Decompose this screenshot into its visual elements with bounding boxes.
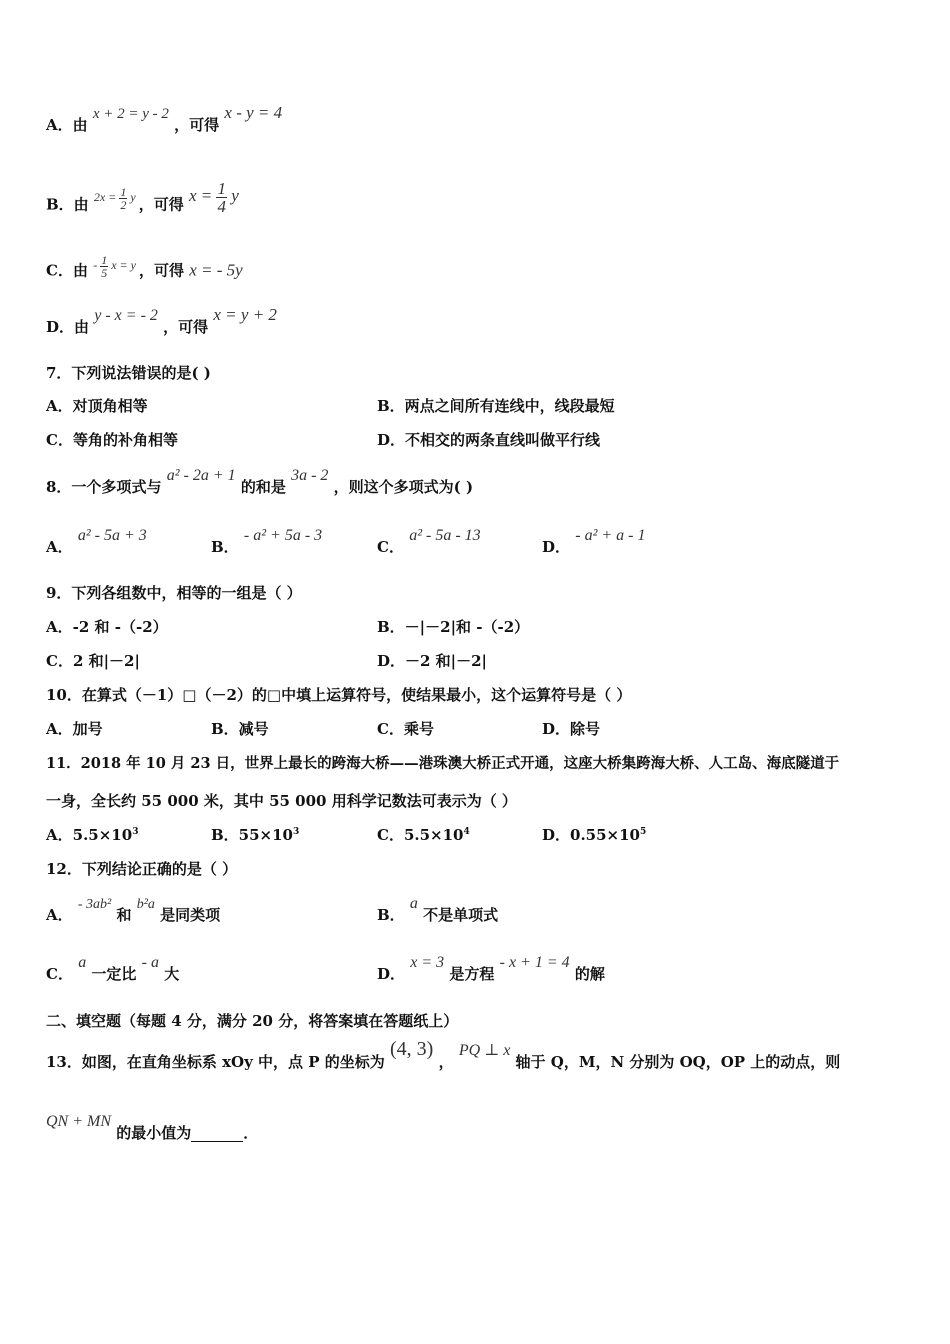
q6-d-label: D．由: [46, 318, 90, 336]
q6-b-pre: 2x =: [93, 190, 117, 205]
q11-option-c: [377, 828, 470, 843]
q13-end: ．: [243, 1124, 259, 1142]
q13-coord: (4, 3): [390, 1038, 434, 1060]
q8-pre: 8．一个多项式与: [46, 478, 162, 496]
q6-d-mid: ，可得: [163, 318, 209, 336]
q10-stem: 10．在算式（－1）□（－2）的□中填上运算符号，使结果最小，这个运算符号是（ ）: [46, 686, 632, 704]
q8-d-label: D．: [542, 538, 571, 556]
q6-c-post: x = y: [111, 258, 136, 273]
q13-line2: [46, 1113, 259, 1142]
q7-option-d: D．不相交的两条直线叫做平行线: [377, 431, 601, 449]
q12-c-expr1: a: [78, 954, 87, 971]
q12-d-expr2: - x + 1 = 4: [499, 954, 570, 971]
q11-option-a: [46, 828, 138, 843]
q13-comma: ，: [438, 1053, 454, 1071]
q12-d-tail: 的解: [574, 965, 605, 983]
q13-tail: 的最小值为: [116, 1124, 192, 1142]
q13-pre: 13．如图，在直角坐标系 xOy 中，点 P 的坐标为: [46, 1053, 385, 1071]
q8-option-c: [377, 527, 481, 556]
q10-option-b: B．减号: [211, 720, 269, 738]
q11-a-text: A．5.5×10: [46, 826, 133, 844]
q13-expr: QN + MN: [46, 1113, 112, 1130]
q13-line1: [46, 1038, 841, 1071]
q8-d-expr: - a² + a - 1: [575, 527, 646, 544]
q6-a-expr2: x - y = 4: [224, 103, 283, 122]
q8-c-label: C．: [377, 538, 404, 556]
q12-d-label: D．: [377, 965, 406, 983]
q8-option-a: [46, 527, 147, 556]
section-heading: 二、填空题（每题 4 分，满分 20 分，将答案填在答题纸上）: [46, 1012, 459, 1030]
q6-b-post: y: [130, 190, 136, 205]
q8-stem: [46, 467, 474, 496]
q6-option-a: [46, 103, 283, 134]
q11-d-text: D．0.55×10: [542, 826, 640, 844]
q10-option-a: A．加号: [46, 720, 103, 738]
q6-b-den2: 4: [217, 197, 226, 216]
q6-b-num: 1: [120, 185, 127, 200]
q11-b-exp: 3: [293, 827, 300, 837]
q12-a-label: A．: [46, 906, 73, 924]
q10-option-d: D．除号: [542, 720, 601, 738]
q12-d-expr1: x = 3: [410, 954, 445, 971]
q6-c-den: 5: [101, 266, 108, 280]
q12-option-c: [46, 954, 180, 983]
q9-stem: 9．下列各组数中，相等的一组是（ ）: [46, 584, 302, 602]
q8-c-expr: a² - 5a - 13: [409, 527, 481, 544]
q6-b-post2: y: [231, 186, 239, 206]
q6-d-expr1: y - x = - 2: [94, 307, 158, 324]
q8-a-expr: a² - 5a + 3: [77, 527, 147, 544]
q6-c-num: 1: [101, 253, 108, 267]
q11-line2: 一身，全长约 55 000 米，其中 55 000 用科学记数法可表示为（ ）: [46, 792, 517, 810]
q6-option-d: [46, 305, 277, 336]
q6-c-label: C．由: [46, 261, 88, 280]
q6-b-label: B．由: [46, 195, 89, 214]
q8-mid: 的和是: [240, 478, 286, 496]
q7-option-a: A．对顶角相等: [46, 397, 148, 415]
q10-option-c: C．乘号: [377, 720, 434, 738]
q12-option-a: [46, 897, 221, 924]
q6-option-c: [46, 253, 243, 285]
q8-option-d: [542, 527, 646, 556]
q6-b-den: 2: [120, 198, 127, 213]
q13-perp: PQ ⊥ x: [458, 1042, 511, 1059]
q12-c-mid: 一定比: [91, 965, 137, 983]
q12-stem: 12．下列结论正确的是（ ）: [46, 860, 238, 878]
q12-option-d: [377, 954, 605, 983]
q7-option-c: C．等角的补角相等: [46, 431, 178, 449]
q12-c-label: C．: [46, 965, 73, 983]
q6-a-mid: ，可得: [174, 116, 220, 134]
q12-d-mid: 是方程: [449, 965, 495, 983]
q11-line1: 11．2018 年 10 月 23 日，世界上最长的跨海大桥——港珠澳大桥正式开通，这座大桥集跨海大桥、人工岛、海底隧道于: [46, 755, 840, 772]
q8-a-label: A．: [46, 538, 73, 556]
q8-post: ，则这个多项式为( ): [333, 478, 474, 496]
q6-d-expr2: x = y + 2: [213, 305, 277, 324]
q6-b-mid: ，可得: [138, 195, 184, 214]
q9-option-c: C．2 和|－2|: [46, 652, 140, 670]
q12-c-tail: 大: [164, 965, 180, 983]
q12-b-tail: 不是单项式: [423, 906, 499, 924]
q8-option-b: [211, 527, 323, 556]
q6-option-b: [46, 179, 239, 223]
q6-c-pre: -: [93, 258, 98, 273]
q11-option-d: [542, 828, 646, 843]
q11-c-exp: 4: [463, 827, 470, 837]
q8-expr1: a² - 2a + 1: [166, 467, 236, 484]
q9-option-d: D．－2 和|－2|: [377, 652, 488, 670]
q12-b-label: B．: [377, 906, 405, 924]
q12-a-tail: 是同类项: [160, 906, 221, 924]
q11-option-b: [211, 828, 299, 843]
q12-a-mid: 和: [116, 906, 132, 924]
q7-option-b: B．两点之间所有连线中，线段最短: [377, 397, 615, 415]
q8-b-label: B．: [211, 538, 239, 556]
q11-a-exp: 3: [132, 827, 139, 837]
q6-c-mid: ，可得: [138, 261, 184, 280]
q11-b-text: B．55×10: [211, 826, 293, 844]
q6-b-num2: 1: [217, 179, 226, 198]
q13-post: 轴于 Q，M，N 分别为 OQ，OP 上的动点，则: [515, 1053, 841, 1071]
q6-a-label: A．由: [46, 116, 88, 134]
q8-b-expr: - a² + 5a - 3: [243, 527, 323, 544]
q6-a-expr1: x + 2 = y - 2: [92, 106, 169, 122]
q9-option-b: B．－|－2|和 -（-2）: [377, 618, 530, 636]
q6-c-expr2: x = - 5y: [189, 260, 243, 280]
q9-option-a: A．-2 和 -（-2）: [46, 618, 168, 636]
q11-d-exp: 5: [639, 827, 647, 837]
q12-c-expr2: - a: [141, 954, 159, 971]
q12-b-expr: a: [409, 895, 418, 912]
q12-option-b: [377, 895, 499, 924]
q11-c-text: C．5.5×10: [377, 826, 464, 844]
q6-b-pre2: x =: [188, 186, 213, 206]
q12-a-expr1: - 3ab²: [77, 897, 112, 912]
q8-expr2: 3a - 2: [291, 467, 329, 484]
answer-blank[interactable]: [191, 1140, 243, 1142]
q7-stem: 7．下列说法错误的是( ): [46, 364, 211, 382]
q12-a-expr2: b²a: [136, 897, 155, 912]
